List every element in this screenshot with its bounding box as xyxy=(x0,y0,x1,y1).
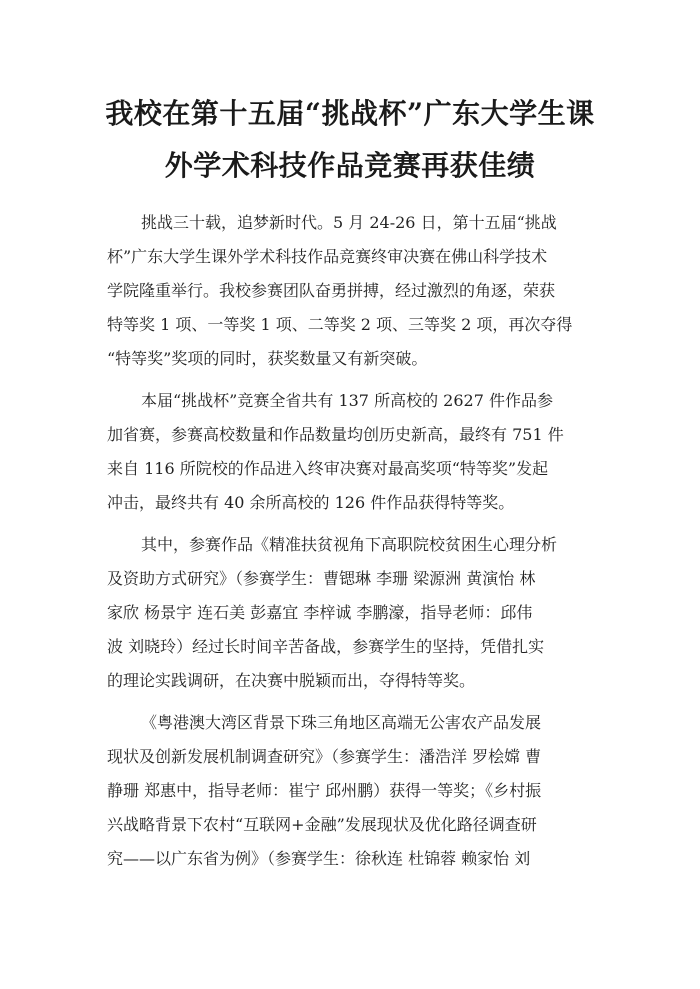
body-line: 静珊 郑惠中，指导老师：崔宁 邱州鹏）获得一等奖；《乡村振 xyxy=(107,781,542,800)
body-line: 挑战三十载，追梦新时代。5 月 24-26 日，第十五届“挑战 xyxy=(141,213,557,232)
body-line: 特等奖 1 项、一等奖 1 项、二等奖 2 项、三等奖 2 项，再次夺得 xyxy=(107,315,573,334)
body-line: 《粤港澳大湾区背景下珠三角地区高端无公害农产品发展 xyxy=(141,713,542,732)
body-line: 兴战略背景下农村“互联网+金融”发展现状及优化路径调查研 xyxy=(107,815,537,834)
body-line: 究——以广东省为例》（参赛学生：徐秋连 杜锦蓉 赖家怡 刘 xyxy=(107,849,531,868)
body-line: 加省赛，参赛高校数量和作品数量均创历史新高，最终有 751 件 xyxy=(107,425,564,444)
body-line: 的理论实践调研，在决赛中脱颖而出，夺得特等奖。 xyxy=(107,671,476,690)
article-title-line-1: 我校在第十五届“挑战杯”广东大学生课 xyxy=(105,97,595,130)
body-line: 来自 116 所院校的作品进入终审决赛对最高奖项“特等奖”发起 xyxy=(107,459,549,478)
body-line: 冲击，最终共有 40 余所高校的 126 件作品获得特等奖。 xyxy=(107,493,515,512)
body-line: “特等奖”奖项的同时，获奖数量又有新突破。 xyxy=(107,349,428,368)
body-line: 及资助方式研究》（参赛学生：曹锶琳 李珊 梁源洲 黄演怡 林 xyxy=(107,569,536,588)
body-line: 杯”广东大学生课外学术科技作品竞赛终审决赛在佛山科学技术 xyxy=(107,247,548,266)
body-line: 现状及创新发展机制调查研究》（参赛学生：潘浩洋 罗桧嫦 曹 xyxy=(107,747,542,766)
body-line: 波 刘晓玲）经过长时间辛苦备战，参赛学生的坚持，凭借扎实 xyxy=(107,637,545,656)
body-line: 其中，参赛作品《精准扶贫视角下高职院校贫困生心理分析 xyxy=(141,535,558,554)
body-line: 家欣 杨景宇 连石美 彭嘉宜 李梓诚 李鹏濠，指导老师：邱伟 xyxy=(107,603,533,622)
body-line: 学院隆重举行。我校参赛团队奋勇拼搏，经过激烈的角逐，荣获 xyxy=(107,281,556,300)
body-line: 本届“挑战杯”竞赛全省共有 137 所高校的 2627 件作品参 xyxy=(141,391,553,410)
article-title-line-2: 外学术科技作品竞赛再获佳绩 xyxy=(164,149,536,182)
